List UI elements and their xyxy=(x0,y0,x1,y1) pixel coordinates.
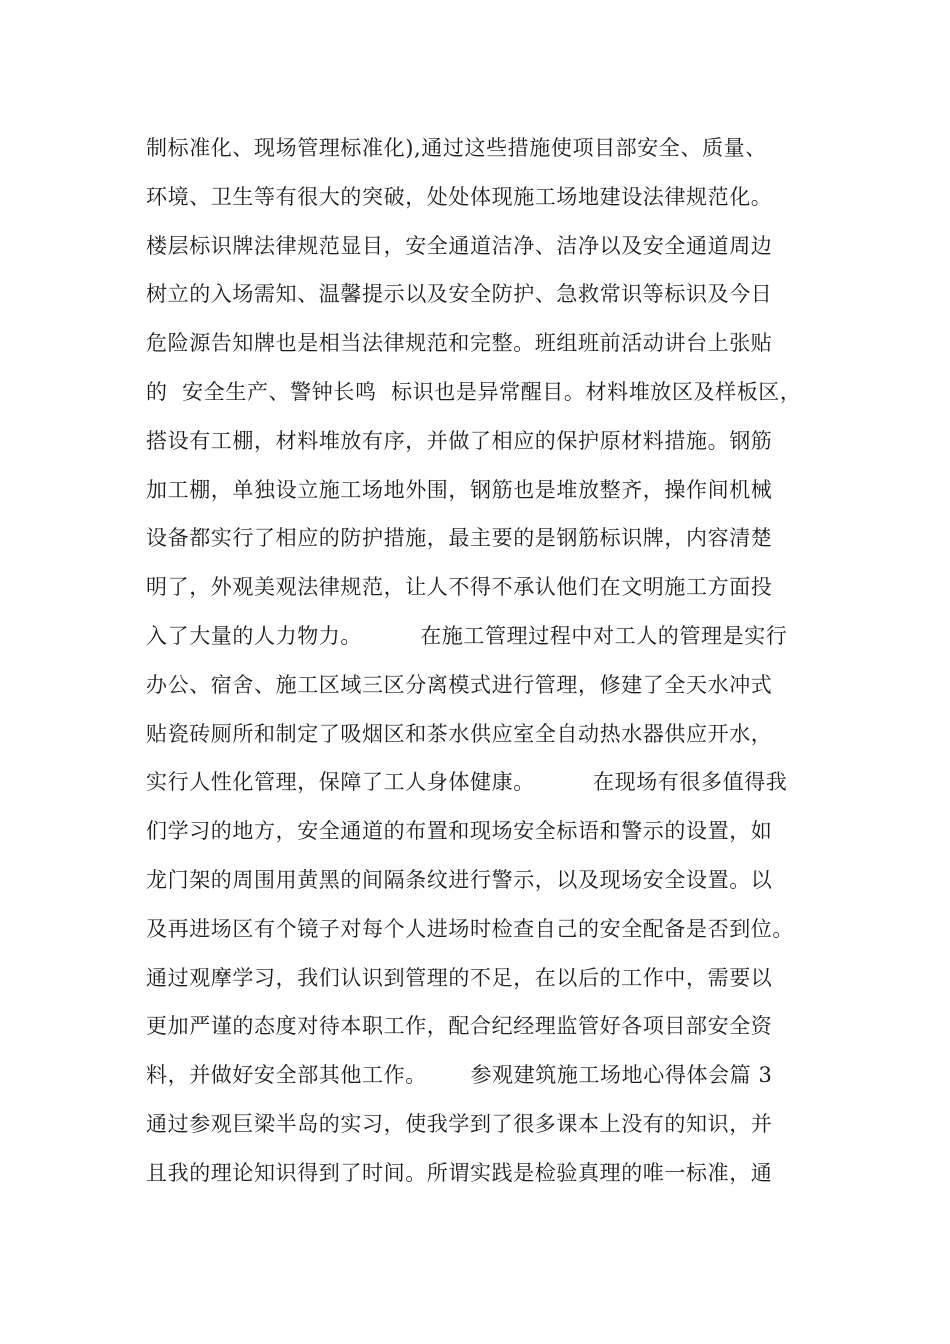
text-line: 通过参观巨梁半岛的实习，使我学到了很多课本上没有的知识，并 xyxy=(146,1111,773,1136)
text-line: 入了大量的人力物力。 在施工管理过程中对工人的管理是实行 xyxy=(146,623,788,648)
text-line: 实行人性化管理，保障了工人身体健康。 在现场有很多值得我 xyxy=(146,770,788,795)
text-line: 通过观摩学习，我们认识到管理的不足，在以后的工作中，需要以 xyxy=(146,965,773,990)
text-line: 危险源告知牌也是相当法律规范和完整。班组班前活动讲台上张贴 xyxy=(146,331,773,356)
text-line: 龙门架的周围用黄黑的间隔条纹进行警示，以及现场安全设置。以 xyxy=(146,867,773,892)
text-line: 贴瓷砖厕所和制定了吸烟区和茶水供应室全自动热水器供应开水， xyxy=(146,721,773,746)
text-line: 设备都实行了相应的防护措施，最主要的是钢筋标识牌，内容清楚 xyxy=(146,526,773,551)
text-line: 办公、宿舍、施工区域三区分离模式进行管理，修建了全天水冲式 xyxy=(146,672,773,697)
text-line: 的 安全生产、警钟长鸣 标识也是异常醒目。材料堆放区及样板区， xyxy=(146,379,802,404)
text-line: 料，并做好安全部其他工作。 参观建筑施工场地心得体会篇 3 xyxy=(146,1063,773,1088)
text-line: 制标准化、现场管理标准化),通过这些措施使项目部安全、质量、 xyxy=(146,136,767,160)
text-line: 树立的入场需知、温馨提示以及安全防护、急救常识等标识及今日 xyxy=(146,282,773,307)
text-line: 搭设有工棚，材料堆放有序，并做了相应的保护原材料措施。钢筋 xyxy=(146,428,773,453)
document-body xyxy=(146,128,866,1202)
text-line: 楼层标识牌法律规范显目，安全通道洁净、洁净以及安全通道周边 xyxy=(146,233,773,258)
text-line: 及再进场区有个镜子对每个人进场时检查自己的安全配备是否到位。 xyxy=(146,916,794,941)
text-line: 环境、卫生等有很大的突破，处处体现施工场地建设法律规范化。 xyxy=(146,184,773,209)
text-line: 且我的理论知识得到了时间。所谓实践是检验真理的唯一标准，通 xyxy=(146,1160,773,1185)
text-line: 更加严谨的态度对待本职工作，配合纪经理监管好各项目部安全资 xyxy=(146,1014,773,1039)
text-line: 加工棚，单独设立施工场地外围，钢筋也是堆放整齐，操作间机械 xyxy=(146,477,773,502)
text-line: 们学习的地方，安全通道的布置和现场安全标语和警示的设置，如 xyxy=(146,819,773,844)
text-line: 明了，外观美观法律规范，让人不得不承认他们在文明施工方面投 xyxy=(146,575,773,600)
